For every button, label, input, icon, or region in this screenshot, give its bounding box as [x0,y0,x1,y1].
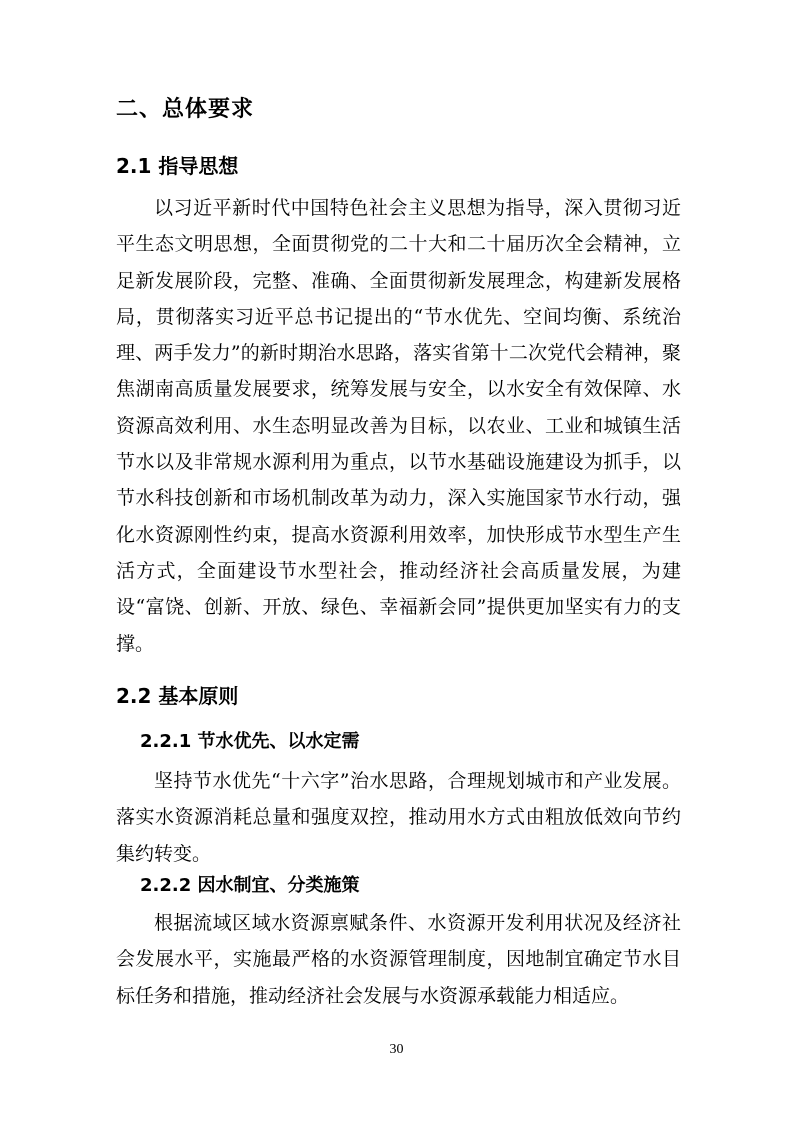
paragraph-guiding-ideology: 以习近平新时代中国特色社会主义思想为指导，深入贯彻习近平生态文明思想，全面贯彻党的二十大和二十届历次全会精神，立足新发展阶段，完整、准确、全面贯彻新发展理念，构建新发展格局，贯彻落实习近平总书记提出的“节水优先、空间均衡、系统治理、两手发力”的新时期治水思路，落实省第十二次党代会精神，聚焦湖南高质量发展要求，统筹发展与安全，以水安全有效保障、水资源高效利用、水生态明显改善为目标，以农业、工业和城镇生活节水以及非常规水源利用为重点，以节水基础设施建设为抓手，以节水科技创新和市场机制改革为动力，深入实施国家节水行动，强化水资源刚性约束，提高水资源利用效率，加快形成节水型生产生活方式，全面建设节水型社会，推动经济社会高质量发展，为建设“富饶、创新、开放、绿色、幸福新会同”提供更加坚实有力的支撑。 [116,197,681,655]
paragraph-water-saving-priority: 坚持节水优先“十六字”治水思路，合理规划城市和产业发展。落实水资源消耗总量和强度双控，推动用水方式由粗放低效向节约集约转变。 [116,770,681,865]
section-heading: 二、总体要求 [116,97,255,122]
principle-heading-adapt-to-local-water: 2.2.2 因水制宜、分类施策 [140,875,360,896]
page-number: 30 [389,1042,404,1057]
paragraph-adapt-to-local-water: 根据流域区域水资源禀赋条件、水资源开发利用状况及经济社会发展水平，实施最严格的水资源管理制度，因地制宜确定节水目标任务和措施，推动经济社会发展与水资源承载能力相适应。 [116,912,681,1007]
subsection-heading-basic-principles: 2.2 基本原则 [116,684,239,708]
principle-heading-water-saving-priority: 2.2.1 节水优先、以水定需 [140,731,360,752]
subsection-heading-guiding-ideology: 2.1 指导思想 [116,154,239,178]
